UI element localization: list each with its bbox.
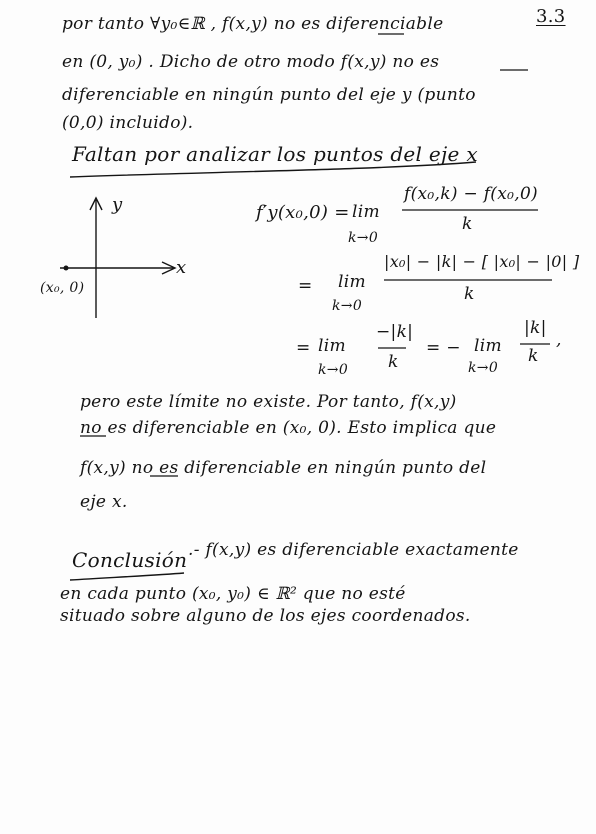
limit-1-sub: k→0 <box>348 230 379 246</box>
paragraph2-line4: eje x. <box>80 492 128 512</box>
paragraph2-line3: f(x,y) no es diferenciable en ningún punto del <box>80 458 487 478</box>
derivation-comma: , <box>556 330 562 350</box>
limit-4: lim <box>474 336 502 356</box>
paragraph1-line3: diferenciable en ningún punto del eje y (punto <box>62 85 476 105</box>
equals-negative: = − <box>426 338 461 358</box>
limit-2: lim <box>338 272 366 292</box>
limit-1: lim <box>352 202 380 222</box>
denominator-2: k <box>464 284 475 304</box>
numerator-3: −|k| <box>376 322 414 342</box>
limit-2-sub: k→0 <box>332 298 363 314</box>
numerator-2: |x₀| − |k| − [ |x₀| − |0| ] <box>384 252 580 271</box>
equals-2: = <box>298 276 313 296</box>
equals-3: = <box>296 338 311 358</box>
conclusion-line2: en cada punto (x₀, y₀) ∈ ℝ² que no esté <box>60 584 406 604</box>
denominator-4: k <box>528 346 539 366</box>
y-axis-label: y <box>112 194 123 215</box>
heading-underline <box>70 162 476 177</box>
point-marker <box>64 266 69 271</box>
page-number: 3.3 <box>536 6 566 27</box>
paragraph1-line4: (0,0) incluido). <box>62 113 194 133</box>
numerator-1: f(x₀,k) − f(x₀,0) <box>404 184 538 204</box>
paragraph1-line1: por tanto ∀y₀∈ℝ , f(x,y) no es diferenciable <box>62 14 444 34</box>
limit-3-sub: k→0 <box>318 362 349 378</box>
section-heading: Faltan por analizar los puntos del eje x <box>72 142 478 166</box>
conclusion-line1: .- f(x,y) es diferenciable exactamente <box>188 540 519 560</box>
conclusion-heading: Conclusión <box>72 548 188 572</box>
denominator-3: k <box>388 352 399 372</box>
limit-4-sub: k→0 <box>468 360 499 376</box>
numerator-4: |k| <box>524 318 547 338</box>
paragraph2-line1: pero este límite no existe. Por tanto, f(x,y) <box>80 392 457 412</box>
denominator-1: k <box>462 214 473 234</box>
limit-3: lim <box>318 336 346 356</box>
derivative-lhs: f′y(x₀,0) = <box>256 202 350 223</box>
x-axis-label: x <box>176 257 187 278</box>
conclusion-underline <box>70 573 184 580</box>
paragraph1-line2: en (0, y₀) . Dicho de otro modo f(x,y) no es <box>62 52 440 72</box>
paragraph2-line2: no es diferenciable en (x₀, 0). Esto implica que <box>80 418 497 438</box>
conclusion-line3: situado sobre alguno de los ejes coordenados. <box>60 606 471 626</box>
point-label: (x₀, 0) <box>40 280 85 296</box>
